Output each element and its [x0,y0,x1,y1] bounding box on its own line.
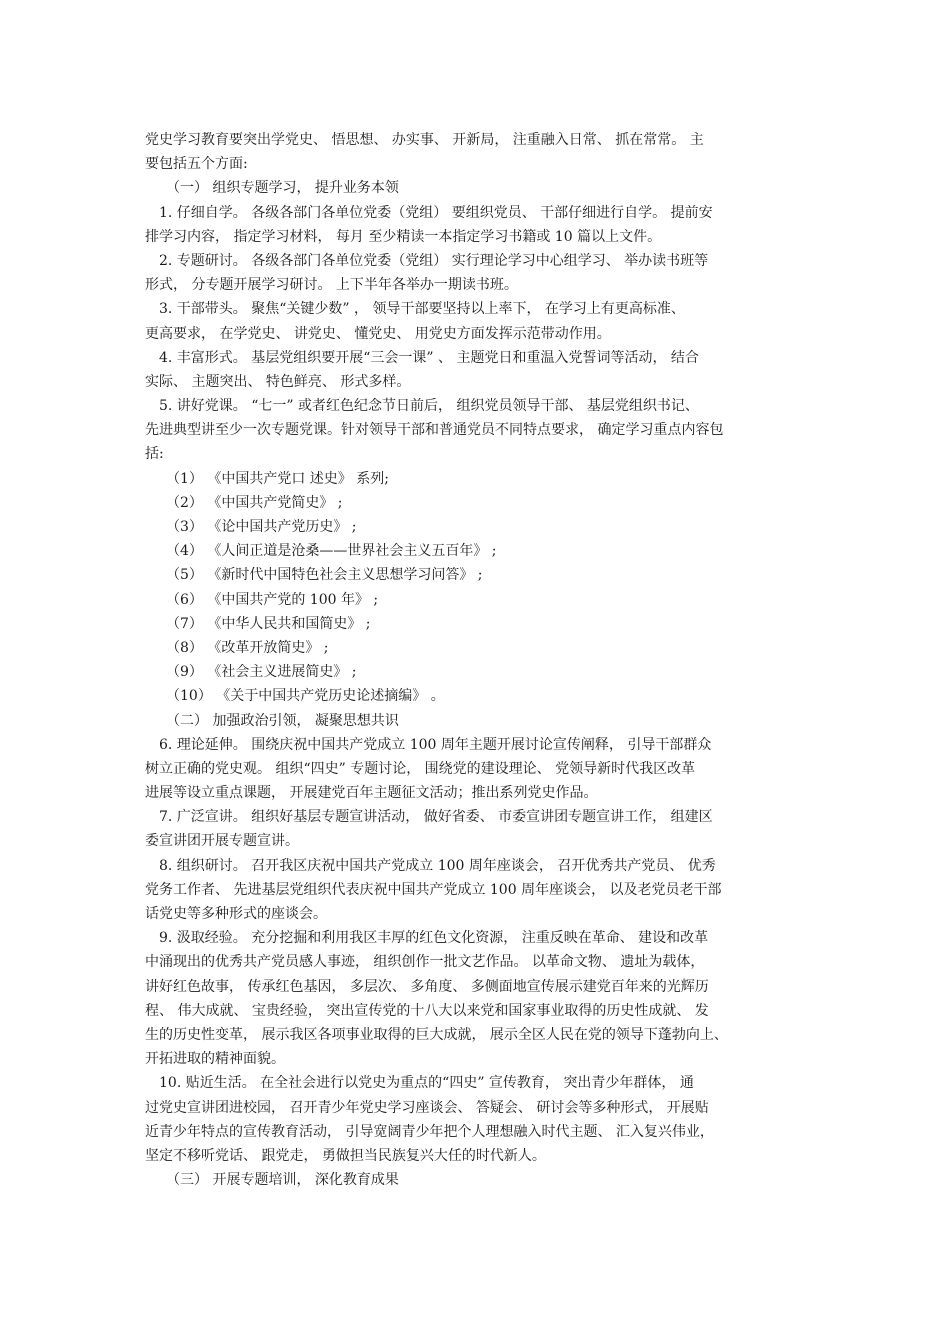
text-line: 过党史宣讲团进校园， 召开青少年党史学习座谈会、 答疑会、 研讨会等多种形式， 开展贴 [145,1099,709,1116]
text-line: 6. 理论延伸。 围绕庆祝中国共产党成立 100 周年主题开展讨论宣传阐释， 引导干部群众 [159,736,712,753]
text-line: 10. 贴近生活。 在全社会进行以党史为重点的“四史” 宣传教育， 突出青少年群体， 通 [159,1075,694,1092]
text-line: 形式， 分专题开展学习研讨。 上下半年各举办一期读书班。 [145,277,518,294]
text-line: 7. 广泛宣讲。 组织好基层专题宣讲活动， 做好省委、 市委宣讲团专题宣讲工作， 组建区 [159,809,713,826]
text-line: 生的历史性变革， 展示我区各项事业取得的巨大成就， 展示全区人民在党的领导下蓬勃向上、 [145,1026,728,1043]
text-line: 要包括五个方面: [145,156,248,173]
text-line: 话党史等多种形式的座谈会。 [145,906,327,922]
text-line: （2） 《中国共产党简史》 ; [166,494,343,511]
text-line: （三） 开展专题培训， 深化教育成果 [166,1172,399,1189]
text-line: （4） 《人间正道是沧桑——世界社会主义五百年》 ; [166,543,497,560]
text-line: 4. 丰富形式。 基层党组织要开展“三会一课” 、 主题党日和重温入党誓词等活动， 结合 [159,349,699,366]
text-line: 党史学习教育要突出学党史、 悟思想、 办实事、 开新局， 注重融入日常、 抓在常常。 主 [145,132,704,148]
text-line: （8） 《改革开放简史》 ; [166,639,329,656]
text-line: （3） 《论中国共产党历史》 ; [166,519,357,535]
text-line: 排学习内容， 指定学习材料， 每月 至少精读一本指定学习书籍或 10 篇以上文件。 [145,228,662,245]
text-line: 更高要求， 在学党史、 讲党史、 懂党史、 用党史方面发挥示范带动作用。 [145,325,611,342]
text-line: 5. 讲好党课。 “七一” 或者红色纪念节日前后， 组织党员领导干部、 基层党组织书记、 [159,398,699,415]
text-line: 9. 汲取经验。 充分挖掘和利用我区丰厚的红色文化资源， 注重反映在革命、 建设和改革 [159,930,709,947]
text-line: （5） 《新时代中国特色社会主义思想学习问答》 ; [166,567,483,584]
text-line: 进展等设立重点课题， 开展建党百年主题征文活动；推出系列党史作品。 [145,785,598,802]
text-line: 委宣讲团开展专题宣讲。 [145,833,299,850]
text-line: 党务工作者、 先进基层党组织代表庆祝中国共产党成立 100 周年座谈会， 以及老党员老干部 [145,881,722,898]
text-line: （二） 加强政治引领， 凝聚思想共识 [166,712,399,729]
text-line: （1） 《中国共产党口 述史》 系列; [166,470,389,487]
document-body [145,128,815,1192]
text-line: 8. 组织研讨。 召开我区庆祝中国共产党成立 100 周年座谈会， 召开优秀共产党员、 优秀 [159,857,716,874]
text-line: 近青少年特点的宣传教育活动， 引导宽阔青少年把个人理想融入时代主题、 汇入复兴伟业， [145,1123,714,1140]
text-line: （10） 《关于中国共产党历史论述摘编》 。 [166,688,445,705]
text-line: 实际、 主题突出、 特色鲜亮、 形式多样。 [145,373,411,390]
text-line: 中涌现出的优秀共产党员感人事迹， 组织创作一批文艺作品。 以革命文物、 遗址为载体， [145,954,705,971]
text-line: 坚定不移听党话、 跟党走， 勇做担当民族复兴大任的时代新人。 [145,1147,546,1164]
text-line: 讲好红色故事， 传承红色基因， 多层次、 多角度、 多侧面地宣传展示建党百年来的光辉历 [145,978,709,995]
text-line: 树立正确的党史观。 组织“四史” 专题讨论， 围绕党的建设理论、 党领导新时代我区改革 [145,760,696,777]
text-line: （9） 《社会主义进展简史》 ; [166,664,357,681]
text-line: （6） 《中国共产党的 100 年》 ; [166,591,379,608]
text-line: 2. 专题研讨。 各级各部门各单位党委（党组） 实行理论学习中心组学习、 举办读书班等 [159,252,709,269]
text-line: 1. 仔细自学。 各级各部门各单位党委（党组） 要组织党员、 干部仔细进行自学。 提前安 [159,204,713,221]
text-line: （7） 《中华人民共和国简史》 ; [166,615,371,632]
text-line: 先进典型讲至少一次专题党课。针对领导干部和普通党员不同特点要求， 确定学习重点内容包 [145,422,724,439]
text-line: 程、 伟大成就、 宝贵经验， 突出宣传党的十八大以来党和国家事业取得的历史性成就、 发 [145,1002,709,1019]
text-line: 3. 干部带头。 聚焦“关键少数” ， 领导干部要坚持以上率下， 在学习上有更高标准、 [159,301,685,318]
text-line: 开拓进取的精神面貌。 [145,1051,285,1068]
text-line: （一） 组织专题学习， 提升业务本领 [166,180,399,197]
text-line: 括: [145,446,164,463]
